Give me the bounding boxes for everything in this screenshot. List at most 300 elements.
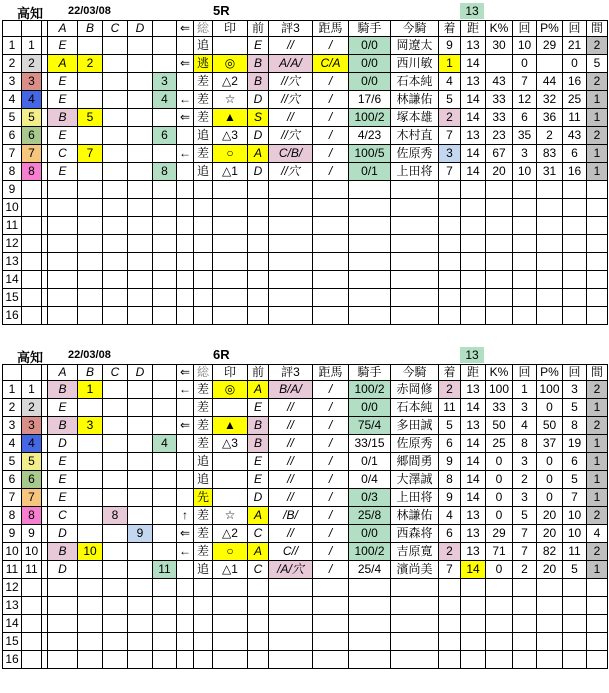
cell-p-pct[interactable] (537, 579, 563, 597)
cell-pick-b[interactable] (78, 127, 103, 145)
cell-kai-1[interactable]: 3 (513, 489, 537, 507)
cell-running-style[interactable] (194, 271, 213, 289)
cell-distance[interactable]: 14 (461, 561, 486, 579)
cell-p-pct[interactable] (537, 633, 563, 651)
cell-prev-grade[interactable]: C (248, 525, 269, 543)
cell-kai-2[interactable]: 11 (563, 109, 587, 127)
cell-pick-c[interactable] (103, 235, 128, 253)
cell-interval[interactable]: 1 (587, 489, 608, 507)
cell-pick-c[interactable] (103, 289, 128, 307)
cell-arrow[interactable]: ← (177, 543, 194, 561)
cell-pick-b[interactable]: 3 (78, 417, 103, 435)
cell-dist-horse[interactable]: / (313, 91, 349, 109)
cell-pick-x[interactable] (153, 579, 177, 597)
cell-jockey-rate[interactable] (349, 651, 391, 669)
cell-pick-c[interactable] (103, 307, 128, 325)
cell-pick-x[interactable]: 3 (153, 73, 177, 91)
cell-eval3[interactable] (269, 181, 313, 199)
cell-p-pct[interactable]: 20 (537, 525, 563, 543)
cell-p-pct[interactable] (537, 615, 563, 633)
cell-row-number[interactable]: 4 (3, 435, 22, 453)
cell-jockey-name[interactable]: 西森将 (391, 525, 439, 543)
cell-pick-b[interactable] (78, 399, 103, 417)
cell-grade[interactable] (48, 181, 78, 199)
cell-distance[interactable]: 14 (461, 163, 486, 181)
cell-jockey-name[interactable]: 吉原寛 (391, 543, 439, 561)
cell-interval[interactable]: 5 (587, 55, 608, 73)
cell-arrow[interactable] (177, 579, 194, 597)
cell-jockey-rate[interactable] (349, 199, 391, 217)
cell-pick-c[interactable] (103, 435, 128, 453)
cell-grade[interactable]: C (48, 507, 78, 525)
cell-interval[interactable]: 1 (587, 145, 608, 163)
cell-arrow[interactable] (177, 199, 194, 217)
cell-k-pct[interactable]: 33 (486, 109, 513, 127)
cell-finish-pos[interactable]: 7 (439, 163, 461, 181)
cell-arrow[interactable]: ⇐ (177, 55, 194, 73)
cell-pick-d[interactable] (128, 381, 153, 399)
cell-kai-1[interactable] (513, 633, 537, 651)
cell-k-pct[interactable] (486, 633, 513, 651)
cell-pick-b[interactable] (78, 615, 103, 633)
cell-eval3[interactable]: // (269, 489, 313, 507)
cell-prev-grade[interactable]: E (248, 37, 269, 55)
cell-prev-grade[interactable] (248, 307, 269, 325)
cell-dist-horse[interactable]: / (313, 399, 349, 417)
cell-dist-horse[interactable]: / (313, 417, 349, 435)
cell-jockey-name[interactable]: 佐原秀 (391, 145, 439, 163)
cell-jockey-rate[interactable] (349, 289, 391, 307)
cell-jockey-rate[interactable] (349, 271, 391, 289)
cell-eval3[interactable]: //穴 (269, 91, 313, 109)
cell-pick-c[interactable] (103, 489, 128, 507)
cell-kai-2[interactable]: 16 (563, 163, 587, 181)
cell-mark[interactable] (213, 471, 248, 489)
cell-pick-b[interactable] (78, 163, 103, 181)
cell-interval[interactable]: 2 (587, 73, 608, 91)
cell-running-style[interactable]: 差 (194, 109, 213, 127)
cell-kai-1[interactable] (513, 271, 537, 289)
cell-dist-horse[interactable]: / (313, 381, 349, 399)
cell-eval3[interactable] (269, 235, 313, 253)
cell-finish-pos[interactable]: 4 (439, 73, 461, 91)
cell-jockey-name[interactable]: 石本純 (391, 73, 439, 91)
cell-pick-d[interactable] (128, 471, 153, 489)
cell-kai-1[interactable]: 5 (513, 507, 537, 525)
cell-distance[interactable]: 14 (461, 55, 486, 73)
cell-pick-x[interactable]: 6 (153, 127, 177, 145)
cell-k-pct[interactable] (486, 615, 513, 633)
cell-kai-2[interactable] (563, 181, 587, 199)
cell-pick-c[interactable] (103, 381, 128, 399)
cell-arrow[interactable] (177, 561, 194, 579)
cell-finish-pos[interactable]: 5 (439, 91, 461, 109)
cell-pick-c[interactable] (103, 579, 128, 597)
cell-dist-horse[interactable] (313, 597, 349, 615)
cell-jockey-rate[interactable]: 100/5 (349, 145, 391, 163)
cell-arrow[interactable]: ⇐ (177, 109, 194, 127)
cell-pick-d[interactable] (128, 597, 153, 615)
cell-grade[interactable] (48, 199, 78, 217)
cell-prev-grade[interactable] (248, 181, 269, 199)
cell-kai-1[interactable]: 7 (513, 525, 537, 543)
cell-dist-horse[interactable] (313, 181, 349, 199)
cell-k-pct[interactable] (486, 271, 513, 289)
cell-dist-horse[interactable]: / (313, 561, 349, 579)
cell-kai-2[interactable] (563, 597, 587, 615)
cell-row-number[interactable]: 15 (3, 633, 22, 651)
cell-pick-c[interactable] (103, 471, 128, 489)
cell-jockey-name[interactable] (391, 271, 439, 289)
cell-pick-d[interactable] (128, 579, 153, 597)
cell-grade[interactable] (48, 253, 78, 271)
cell-pick-x[interactable] (153, 615, 177, 633)
cell-jockey-rate[interactable]: 0/1 (349, 163, 391, 181)
cell-jockey-rate[interactable] (349, 615, 391, 633)
cell-k-pct[interactable] (486, 579, 513, 597)
cell-k-pct[interactable] (486, 597, 513, 615)
cell-pick-b[interactable]: 2 (78, 55, 103, 73)
cell-kai-1[interactable]: 2 (513, 561, 537, 579)
cell-interval[interactable] (587, 651, 608, 669)
cell-distance[interactable]: 14 (461, 399, 486, 417)
cell-interval[interactable]: 1 (587, 109, 608, 127)
cell-frame-number[interactable] (22, 651, 42, 669)
cell-pick-c[interactable] (103, 543, 128, 561)
cell-grade[interactable] (48, 651, 78, 669)
cell-mark[interactable] (213, 489, 248, 507)
cell-frame-number[interactable]: 4 (22, 435, 42, 453)
cell-jockey-rate[interactable]: 100/2 (349, 543, 391, 561)
cell-arrow[interactable] (177, 471, 194, 489)
cell-jockey-rate[interactable]: 17/6 (349, 91, 391, 109)
cell-pick-b[interactable] (78, 91, 103, 109)
cell-jockey-name[interactable] (391, 181, 439, 199)
cell-jockey-name[interactable]: 林謙佑 (391, 91, 439, 109)
cell-frame-number[interactable] (22, 181, 42, 199)
cell-kai-1[interactable] (513, 235, 537, 253)
cell-dist-horse[interactable]: / (313, 489, 349, 507)
cell-pick-c[interactable] (103, 163, 128, 181)
cell-dist-horse[interactable]: C/A (313, 55, 349, 73)
cell-finish-pos[interactable]: 5 (439, 417, 461, 435)
cell-interval[interactable]: 2 (587, 381, 608, 399)
cell-row-number[interactable]: 12 (3, 235, 22, 253)
cell-frame-number[interactable] (22, 253, 42, 271)
cell-pick-d[interactable] (128, 543, 153, 561)
cell-mark[interactable] (213, 235, 248, 253)
cell-p-pct[interactable]: 29 (537, 37, 563, 55)
cell-p-pct[interactable] (537, 199, 563, 217)
cell-running-style[interactable] (194, 235, 213, 253)
cell-pick-x[interactable] (153, 489, 177, 507)
cell-running-style[interactable]: 追 (194, 37, 213, 55)
cell-p-pct[interactable]: 20 (537, 507, 563, 525)
cell-grade[interactable]: E (48, 453, 78, 471)
cell-running-style[interactable]: 追 (194, 471, 213, 489)
cell-pick-b[interactable] (78, 307, 103, 325)
cell-arrow[interactable]: ← (177, 381, 194, 399)
cell-finish-pos[interactable] (439, 615, 461, 633)
cell-finish-pos[interactable]: 9 (439, 489, 461, 507)
cell-kai-1[interactable]: 4 (513, 417, 537, 435)
cell-running-style[interactable]: 差 (194, 145, 213, 163)
cell-kai-2[interactable] (563, 199, 587, 217)
cell-kai-1[interactable]: 3 (513, 453, 537, 471)
cell-finish-pos[interactable]: 7 (439, 127, 461, 145)
cell-mark[interactable] (213, 253, 248, 271)
cell-jockey-rate[interactable] (349, 597, 391, 615)
cell-pick-b[interactable] (78, 507, 103, 525)
cell-jockey-rate[interactable] (349, 235, 391, 253)
cell-distance[interactable]: 14 (461, 109, 486, 127)
cell-pick-d[interactable] (128, 91, 153, 109)
cell-frame-number[interactable]: 7 (22, 145, 42, 163)
cell-pick-d[interactable] (128, 271, 153, 289)
cell-arrow[interactable] (177, 37, 194, 55)
cell-pick-d[interactable] (128, 633, 153, 651)
cell-running-style[interactable] (194, 199, 213, 217)
cell-pick-b[interactable] (78, 651, 103, 669)
cell-pick-d[interactable] (128, 417, 153, 435)
cell-jockey-rate[interactable]: 0/0 (349, 525, 391, 543)
cell-prev-grade[interactable]: B (248, 417, 269, 435)
cell-kai-2[interactable] (563, 289, 587, 307)
cell-pick-c[interactable] (103, 145, 128, 163)
cell-eval3[interactable]: /A/穴 (269, 561, 313, 579)
cell-pick-b[interactable] (78, 471, 103, 489)
cell-prev-grade[interactable]: D (248, 127, 269, 145)
cell-eval3[interactable]: // (269, 471, 313, 489)
cell-jockey-name[interactable] (391, 615, 439, 633)
cell-interval[interactable] (587, 289, 608, 307)
cell-pick-c[interactable] (103, 55, 128, 73)
cell-dist-horse[interactable] (313, 271, 349, 289)
cell-p-pct[interactable] (537, 217, 563, 235)
cell-interval[interactable]: 1 (587, 453, 608, 471)
cell-jockey-name[interactable]: 赤岡修 (391, 381, 439, 399)
cell-frame-number[interactable]: 5 (22, 109, 42, 127)
cell-eval3[interactable] (269, 615, 313, 633)
cell-mark[interactable] (213, 289, 248, 307)
cell-pick-d[interactable] (128, 73, 153, 91)
cell-dist-horse[interactable] (313, 289, 349, 307)
cell-k-pct[interactable] (486, 253, 513, 271)
cell-p-pct[interactable]: 0 (537, 453, 563, 471)
cell-finish-pos[interactable] (439, 307, 461, 325)
cell-prev-grade[interactable]: B (248, 435, 269, 453)
cell-dist-horse[interactable] (313, 253, 349, 271)
cell-kai-1[interactable]: 8 (513, 435, 537, 453)
cell-pick-x[interactable] (153, 181, 177, 199)
cell-row-number[interactable]: 7 (3, 489, 22, 507)
cell-k-pct[interactable]: 33 (486, 399, 513, 417)
cell-pick-x[interactable] (153, 399, 177, 417)
cell-grade[interactable] (48, 217, 78, 235)
cell-k-pct[interactable]: 100 (486, 381, 513, 399)
cell-mark[interactable] (213, 579, 248, 597)
cell-pick-x[interactable] (153, 417, 177, 435)
cell-p-pct[interactable]: 32 (537, 91, 563, 109)
cell-row-number[interactable]: 7 (3, 145, 22, 163)
cell-pick-b[interactable] (78, 525, 103, 543)
cell-kai-2[interactable] (563, 253, 587, 271)
cell-prev-grade[interactable] (248, 199, 269, 217)
cell-running-style[interactable]: 追 (194, 127, 213, 145)
cell-arrow[interactable] (177, 235, 194, 253)
cell-interval[interactable] (587, 633, 608, 651)
cell-mark[interactable]: ○ (213, 543, 248, 561)
cell-p-pct[interactable]: 2 (537, 127, 563, 145)
cell-arrow[interactable] (177, 489, 194, 507)
cell-dist-horse[interactable]: / (313, 109, 349, 127)
cell-dist-horse[interactable]: / (313, 435, 349, 453)
cell-running-style[interactable]: 追 (194, 453, 213, 471)
cell-arrow[interactable] (177, 217, 194, 235)
cell-grade[interactable]: E (48, 163, 78, 181)
cell-kai-1[interactable]: 0 (513, 55, 537, 73)
cell-pick-c[interactable] (103, 73, 128, 91)
cell-eval3[interactable] (269, 271, 313, 289)
cell-row-number[interactable]: 10 (3, 543, 22, 561)
cell-mark[interactable] (213, 633, 248, 651)
cell-distance[interactable] (461, 633, 486, 651)
cell-jockey-rate[interactable]: 33/15 (349, 435, 391, 453)
cell-mark[interactable] (213, 399, 248, 417)
cell-grade[interactable]: B (48, 381, 78, 399)
cell-pick-b[interactable] (78, 489, 103, 507)
cell-kai-1[interactable]: 3 (513, 399, 537, 417)
cell-interval[interactable]: 2 (587, 417, 608, 435)
cell-arrow[interactable]: ⇐ (177, 417, 194, 435)
cell-grade[interactable]: C (48, 145, 78, 163)
cell-mark[interactable] (213, 597, 248, 615)
cell-kai-2[interactable] (563, 217, 587, 235)
cell-distance[interactable] (461, 271, 486, 289)
cell-frame-number[interactable]: 2 (22, 399, 42, 417)
cell-arrow[interactable] (177, 181, 194, 199)
cell-prev-grade[interactable]: A (248, 381, 269, 399)
cell-p-pct[interactable]: 100 (537, 381, 563, 399)
cell-p-pct[interactable] (537, 289, 563, 307)
cell-row-number[interactable]: 2 (3, 55, 22, 73)
cell-grade[interactable]: D (48, 561, 78, 579)
cell-dist-horse[interactable]: / (313, 453, 349, 471)
cell-kai-2[interactable]: 5 (563, 561, 587, 579)
cell-eval3[interactable] (269, 651, 313, 669)
cell-running-style[interactable]: 追 (194, 163, 213, 181)
cell-kai-2[interactable] (563, 235, 587, 253)
cell-pick-b[interactable]: 1 (78, 381, 103, 399)
cell-jockey-rate[interactable]: 4/23 (349, 127, 391, 145)
cell-arrow[interactable] (177, 453, 194, 471)
cell-pick-c[interactable] (103, 399, 128, 417)
cell-prev-grade[interactable] (248, 651, 269, 669)
cell-distance[interactable]: 14 (461, 489, 486, 507)
cell-finish-pos[interactable]: 11 (439, 399, 461, 417)
cell-k-pct[interactable]: 71 (486, 543, 513, 561)
cell-jockey-name[interactable] (391, 199, 439, 217)
cell-row-number[interactable]: 3 (3, 73, 22, 91)
cell-distance[interactable]: 14 (461, 453, 486, 471)
cell-pick-c[interactable] (103, 453, 128, 471)
cell-prev-grade[interactable] (248, 253, 269, 271)
cell-k-pct[interactable]: 33 (486, 91, 513, 109)
cell-kai-2[interactable]: 10 (563, 525, 587, 543)
cell-frame-number[interactable]: 4 (22, 91, 42, 109)
cell-jockey-rate[interactable] (349, 633, 391, 651)
cell-arrow[interactable] (177, 163, 194, 181)
cell-eval3[interactable]: C/B/ (269, 145, 313, 163)
cell-dist-horse[interactable] (313, 199, 349, 217)
cell-jockey-name[interactable] (391, 651, 439, 669)
cell-row-number[interactable]: 1 (3, 381, 22, 399)
cell-kai-1[interactable]: 10 (513, 37, 537, 55)
cell-finish-pos[interactable]: 4 (439, 507, 461, 525)
cell-finish-pos[interactable] (439, 597, 461, 615)
cell-arrow[interactable]: ↑ (177, 507, 194, 525)
cell-prev-grade[interactable] (248, 615, 269, 633)
cell-pick-d[interactable] (128, 235, 153, 253)
cell-pick-c[interactable] (103, 561, 128, 579)
cell-jockey-name[interactable]: 西川敏 (391, 55, 439, 73)
cell-finish-pos[interactable] (439, 199, 461, 217)
cell-kai-1[interactable] (513, 289, 537, 307)
cell-grade[interactable]: E (48, 489, 78, 507)
cell-interval[interactable]: 1 (587, 163, 608, 181)
cell-jockey-name[interactable] (391, 217, 439, 235)
cell-p-pct[interactable]: 50 (537, 417, 563, 435)
cell-row-number[interactable]: 13 (3, 597, 22, 615)
cell-finish-pos[interactable]: 2 (439, 109, 461, 127)
cell-eval3[interactable] (269, 307, 313, 325)
cell-grade[interactable]: D (48, 525, 78, 543)
cell-running-style[interactable]: 差 (194, 525, 213, 543)
distance-badge[interactable]: 13 (460, 347, 484, 363)
cell-interval[interactable] (587, 199, 608, 217)
cell-kai-1[interactable] (513, 597, 537, 615)
cell-pick-c[interactable] (103, 525, 128, 543)
cell-arrow[interactable] (177, 399, 194, 417)
cell-row-number[interactable]: 10 (3, 199, 22, 217)
cell-pick-x[interactable] (153, 37, 177, 55)
cell-finish-pos[interactable]: 1 (439, 55, 461, 73)
cell-row-number[interactable]: 16 (3, 651, 22, 669)
cell-eval3[interactable]: C// (269, 543, 313, 561)
cell-eval3[interactable]: //穴 (269, 73, 313, 91)
cell-arrow[interactable]: ⇐ (177, 525, 194, 543)
cell-prev-grade[interactable] (248, 271, 269, 289)
cell-k-pct[interactable]: 25 (486, 435, 513, 453)
cell-eval3[interactable]: // (269, 453, 313, 471)
cell-eval3[interactable]: B/A/ (269, 381, 313, 399)
cell-running-style[interactable]: 差 (194, 543, 213, 561)
cell-pick-d[interactable] (128, 435, 153, 453)
cell-interval[interactable]: 2 (587, 127, 608, 145)
cell-frame-number[interactable] (22, 271, 42, 289)
cell-grade[interactable]: D (48, 435, 78, 453)
cell-grade[interactable] (48, 289, 78, 307)
cell-grade[interactable] (48, 633, 78, 651)
cell-pick-b[interactable]: 5 (78, 109, 103, 127)
cell-pick-b[interactable]: 7 (78, 145, 103, 163)
cell-kai-2[interactable]: 8 (563, 417, 587, 435)
cell-jockey-rate[interactable]: 75/4 (349, 417, 391, 435)
cell-p-pct[interactable]: 36 (537, 109, 563, 127)
cell-p-pct[interactable] (537, 651, 563, 669)
cell-eval3[interactable] (269, 217, 313, 235)
cell-frame-number[interactable] (22, 289, 42, 307)
